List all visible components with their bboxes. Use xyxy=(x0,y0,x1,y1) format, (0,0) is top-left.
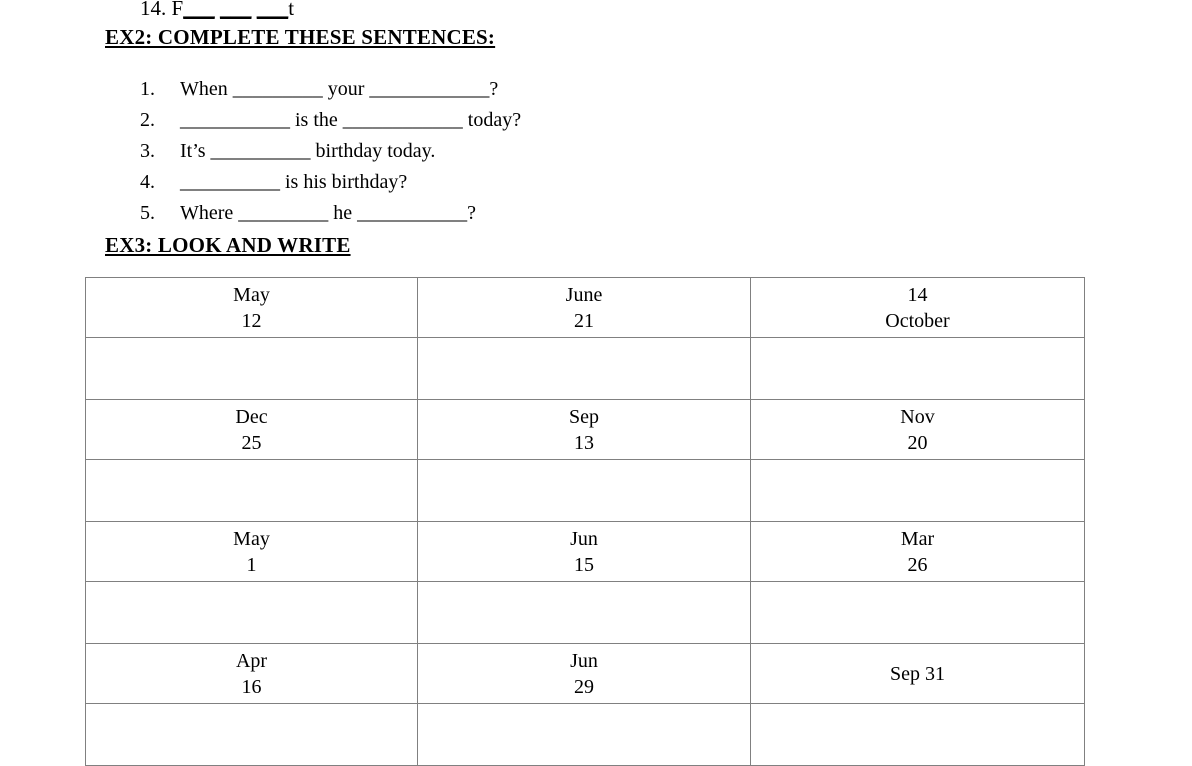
date-prompt-line: 15 xyxy=(574,553,594,576)
date-prompt-line: Apr xyxy=(235,649,268,672)
answer-row xyxy=(86,582,1085,644)
clipped-blank-1: ___ xyxy=(183,0,215,20)
date-prompt xyxy=(418,404,750,456)
answer-row xyxy=(86,338,1085,400)
date-prompt-line: October xyxy=(885,309,950,332)
sentence-item xyxy=(140,105,521,136)
sentence-number: 1. xyxy=(140,78,155,100)
sentence-text: Where _________ he ___________? xyxy=(180,202,477,224)
clipped-item-prefix: F xyxy=(171,0,184,20)
clipped-blank-3: ___ xyxy=(256,0,289,20)
date-prompt-line: 25 xyxy=(241,431,262,454)
sentence-item xyxy=(140,167,521,198)
date-prompt-line: May xyxy=(233,283,270,306)
date-prompt-line: Jun xyxy=(570,527,598,550)
date-prompt xyxy=(86,526,417,578)
prompt-cell xyxy=(751,522,1085,582)
sentence-text: __________ is his birthday? xyxy=(180,171,408,193)
prompt-row xyxy=(86,278,1085,338)
date-prompt-line: 16 xyxy=(241,675,262,698)
sentence-number: 3. xyxy=(140,140,155,162)
date-prompt xyxy=(86,648,417,700)
date-prompt-line: 13 xyxy=(574,431,594,454)
date-prompt xyxy=(418,526,750,578)
sentence-text: ___________ is the ____________ today? xyxy=(180,109,522,131)
date-prompt xyxy=(751,282,1084,334)
date-prompt-line: 14 xyxy=(907,283,928,306)
clipped-item-suffix: t xyxy=(288,0,295,20)
prompt-cell xyxy=(751,278,1085,338)
answer-row xyxy=(86,704,1085,766)
sentence-item xyxy=(140,136,521,167)
answer-cell[interactable] xyxy=(418,338,751,400)
date-prompt-line: 12 xyxy=(241,309,262,332)
sentence-text: When _________ your ____________? xyxy=(180,78,499,100)
date-prompt-line: Dec xyxy=(235,405,268,428)
prompt-cell xyxy=(86,522,418,582)
date-prompt-line: May xyxy=(233,527,270,550)
prompt-cell xyxy=(86,278,418,338)
date-prompt-line: 21 xyxy=(574,309,594,332)
date-prompt-line: 29 xyxy=(574,675,594,698)
date-prompt xyxy=(86,404,417,456)
answer-cell[interactable] xyxy=(751,338,1085,400)
date-prompt-line: 26 xyxy=(907,553,928,576)
answer-cell[interactable] xyxy=(86,460,418,522)
look-and-write-table xyxy=(85,277,1085,766)
answer-cell[interactable] xyxy=(418,704,751,766)
date-prompt-line: 1 xyxy=(246,553,257,576)
prompt-row xyxy=(86,644,1085,704)
date-prompt xyxy=(751,526,1084,578)
date-prompt-line: Jun xyxy=(570,649,598,672)
date-prompt xyxy=(86,282,417,334)
prompt-row xyxy=(86,522,1085,582)
answer-cell[interactable] xyxy=(86,338,418,400)
sentence-text: It’s __________ birthday today. xyxy=(180,140,436,162)
sentence-item xyxy=(140,198,521,229)
date-prompt xyxy=(751,661,1084,687)
clipped-blank-2: ___ xyxy=(219,0,252,20)
answer-cell[interactable] xyxy=(751,460,1085,522)
date-prompt-line: Mar xyxy=(900,527,935,550)
prompt-cell xyxy=(418,522,751,582)
answer-cell[interactable] xyxy=(751,582,1085,644)
date-prompt-line: Sep 31 xyxy=(890,662,945,685)
answer-cell[interactable] xyxy=(86,704,418,766)
answer-cell[interactable] xyxy=(751,704,1085,766)
prompt-cell xyxy=(751,400,1085,460)
prompt-cell xyxy=(86,400,418,460)
ex3-heading: EX3: LOOK AND WRITE xyxy=(105,233,351,257)
prompt-cell xyxy=(751,644,1085,704)
clipped-item-14 xyxy=(140,0,294,21)
prompt-cell xyxy=(418,644,751,704)
answer-cell[interactable] xyxy=(418,460,751,522)
prompt-cell xyxy=(418,400,751,460)
prompt-row xyxy=(86,400,1085,460)
date-prompt-line: Sep xyxy=(569,405,599,428)
ex2-sentence-list xyxy=(140,74,521,229)
date-prompt-line: June xyxy=(565,283,603,306)
date-prompt-line: 20 xyxy=(907,431,928,454)
date-prompt xyxy=(751,404,1084,456)
answer-row xyxy=(86,460,1085,522)
answer-cell[interactable] xyxy=(86,582,418,644)
date-prompt-line: Nov xyxy=(900,405,935,428)
ex2-heading: EX2: COMPLETE THESE SENTENCES: xyxy=(105,25,496,49)
sentence-number: 4. xyxy=(140,171,155,193)
prompt-cell xyxy=(86,644,418,704)
date-prompt xyxy=(418,648,750,700)
answer-cell[interactable] xyxy=(418,582,751,644)
clipped-item-number: 14. xyxy=(140,0,167,20)
date-prompt xyxy=(418,282,750,334)
sentence-item xyxy=(140,74,521,105)
sentence-number: 2. xyxy=(140,109,155,131)
prompt-cell xyxy=(418,278,751,338)
sentence-number: 5. xyxy=(140,202,155,224)
